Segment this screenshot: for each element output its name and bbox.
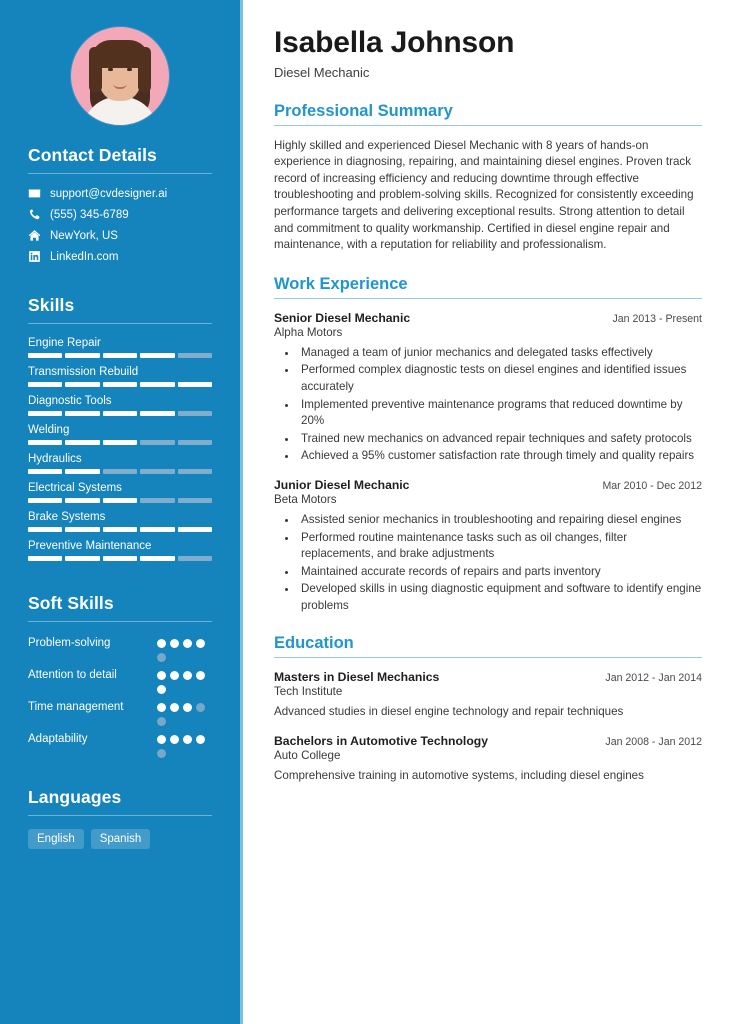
skill-level-segment [103, 527, 137, 532]
soft-skill-rating-dot [157, 671, 166, 680]
spacer [0, 569, 240, 593]
skill-label: Hydraulics [28, 453, 82, 465]
soft-skills-section [0, 593, 240, 758]
skill-item [28, 424, 212, 445]
soft-skill-rating [157, 731, 212, 758]
work-entry-bullet: • Trained new mechanics on advanced repair techniques and safety protocols [298, 431, 702, 448]
language-chip: Spanish [91, 829, 151, 849]
skill-level-segment [65, 527, 99, 532]
work-entry-bullet: • Managed a team of junior mechanics and delegated tasks effectively [298, 345, 702, 362]
soft-skills-heading: Soft Skills [28, 593, 114, 613]
skill-item [28, 395, 212, 416]
skill-label: Preventive Maintenance [28, 540, 152, 552]
skills-divider [28, 323, 212, 324]
soft-skill-rating-dot [183, 639, 192, 648]
contact-item[interactable] [28, 250, 212, 263]
skill-level-segment [178, 498, 212, 503]
skill-label: Transmission Rebuild [28, 366, 139, 378]
skill-level-segment [178, 382, 212, 387]
contact-details-divider [28, 173, 212, 174]
work-entry-date: Mar 2010 - Dec 2012 [602, 479, 702, 492]
skill-level-segment [65, 556, 99, 561]
skill-level-segment [65, 411, 99, 416]
soft-skill-rating-dot [157, 735, 166, 744]
languages-divider [28, 815, 212, 816]
work-entry-bullet: • Developed skills in using diagnostic equipment and software to identify engine problems [298, 581, 702, 614]
skill-level-segment [103, 556, 137, 561]
main-content [243, 0, 730, 1024]
skill-level-segment [140, 382, 174, 387]
skill-level-segment [28, 353, 62, 358]
work-entry-title: Senior Diesel Mechanic [274, 310, 411, 325]
skill-level-segment [28, 440, 62, 445]
skill-level-segment [178, 411, 212, 416]
skill-level-bar [28, 527, 212, 532]
skill-level-segment [103, 382, 137, 387]
skill-item [28, 366, 212, 387]
professional-summary-text: Highly skilled and experienced Diesel Mechanic with 8 years of hands-on experience in diagnosing, repairing, and maintaining diesel engines. Proven track record of increasing efficiency and reducing downtime through effective troubleshooting and problem-solving skills. Recognized for consistently exceeding performance targets and delivering exceptional results. Strong attention to detail and commitment to quality workmanship. Certified in diesel engine repair and maintenance, with a reputation for reliability and professionalism. [274, 138, 694, 252]
soft-skill-rating-dot [157, 703, 166, 712]
work-experience-entry [274, 478, 702, 615]
soft-skill-rating-dot [157, 749, 166, 758]
skill-level-segment [140, 411, 174, 416]
language-chip: English [28, 829, 84, 849]
soft-skill-item [28, 667, 212, 694]
photo-hair-right [138, 47, 151, 93]
education-entry-header [274, 734, 702, 748]
work-entry-bullets [290, 512, 702, 615]
contact-item-label: NewYork, US [50, 229, 118, 242]
soft-skill-rating [157, 699, 212, 726]
skill-level-segment [178, 556, 212, 561]
photo-eye-right [127, 68, 132, 71]
work-entry-bullet: • Performed routine maintenance tasks such as oil changes, filter replacements, and brake adjustments [298, 530, 702, 563]
languages-list [28, 829, 212, 849]
soft-skill-rating-dot [170, 639, 179, 648]
soft-skill-item [28, 731, 212, 758]
professional-summary-section [274, 102, 702, 254]
soft-skill-rating-dot [196, 639, 205, 648]
soft-skill-rating-dot [157, 717, 166, 726]
contact-item[interactable] [28, 187, 212, 200]
soft-skill-rating-dot [170, 735, 179, 744]
education-entry-description: Advanced studies in diesel engine technology and repair techniques [274, 705, 624, 719]
work-entry-organization: Alpha Motors [274, 325, 343, 339]
skill-item [28, 453, 212, 474]
skill-level-bar [28, 498, 212, 503]
contact-item-label: LinkedIn.com [50, 250, 119, 263]
soft-skill-rating-dot [183, 735, 192, 744]
photo-eye-left [108, 68, 113, 71]
education-entry [274, 670, 702, 721]
contact-item-label: support@cvdesigner.ai [50, 187, 168, 200]
education-entry-header [274, 670, 702, 684]
skill-level-bar [28, 556, 212, 561]
contact-item-label: (555) 345-6789 [50, 208, 129, 221]
job-title: Diesel Mechanic [274, 64, 370, 80]
work-experience-divider [274, 298, 702, 299]
skill-label: Brake Systems [28, 511, 106, 523]
photo-hair-left [89, 47, 102, 93]
contact-details-section [0, 145, 240, 263]
skill-level-segment [140, 353, 174, 358]
skill-level-bar [28, 382, 212, 387]
soft-skill-label: Problem-solving [28, 637, 111, 649]
skill-level-bar [28, 440, 212, 445]
skill-item [28, 511, 212, 532]
contact-item[interactable] [28, 229, 212, 242]
skill-level-segment [28, 527, 62, 532]
education-entry-organization: Auto College [274, 749, 341, 763]
page-title: Isabella Johnson [274, 26, 515, 59]
work-experience-list [274, 311, 702, 615]
soft-skill-label: Adaptability [28, 733, 88, 745]
work-entry-bullet: • Performed complex diagnostic tests on diesel engines and identified issues accurately [298, 362, 702, 395]
skills-list [28, 337, 212, 561]
professional-summary-heading: Professional Summary [274, 101, 453, 120]
skill-level-segment [28, 411, 62, 416]
sidebar [0, 0, 243, 1024]
soft-skill-rating-dot [157, 653, 166, 662]
skill-item [28, 482, 212, 503]
skill-level-segment [65, 440, 99, 445]
soft-skill-rating-dot [170, 671, 179, 680]
soft-skill-rating-dot [170, 703, 179, 712]
education-entry-date: Jan 2012 - Jan 2014 [605, 672, 702, 685]
skill-level-segment [65, 382, 99, 387]
work-entry-bullet: • Maintained accurate records of repairs and parts inventory [298, 564, 702, 581]
contact-details-heading: Contact Details [28, 145, 157, 165]
soft-skill-rating-dot [183, 703, 192, 712]
skill-item [28, 337, 212, 358]
skill-level-segment [178, 527, 212, 532]
skill-level-segment [140, 556, 174, 561]
skill-label: Engine Repair [28, 337, 101, 349]
skill-level-segment [103, 498, 137, 503]
soft-skill-rating-dot [196, 703, 205, 712]
languages-heading: Languages [28, 787, 122, 807]
skill-label: Welding [28, 424, 70, 436]
skill-level-segment [140, 469, 174, 474]
skill-level-segment [65, 498, 99, 503]
work-entry-organization: Beta Motors [274, 492, 337, 506]
linkedin-icon [28, 250, 41, 263]
education-entry-title: Masters in Diesel Mechanics [274, 670, 440, 685]
home-icon [28, 229, 41, 242]
soft-skills-divider [28, 621, 212, 622]
phone-icon [28, 208, 41, 221]
skill-level-segment [178, 469, 212, 474]
skill-level-segment [65, 353, 99, 358]
work-entry-date: Jan 2013 - Present [612, 312, 702, 325]
soft-skill-item [28, 635, 212, 662]
contact-item[interactable] [28, 208, 212, 221]
languages-section [0, 787, 240, 849]
skill-level-bar [28, 469, 212, 474]
education-entry-date: Jan 2008 - Jan 2012 [605, 736, 702, 749]
work-experience-entry [274, 311, 702, 465]
work-entry-title: Junior Diesel Mechanic [274, 477, 410, 492]
education-section [274, 634, 702, 784]
work-entry-bullets [290, 345, 702, 465]
skill-level-segment [140, 527, 174, 532]
skill-level-segment [178, 353, 212, 358]
soft-skill-rating [157, 667, 212, 694]
professional-summary-divider [274, 125, 702, 126]
soft-skill-rating-dot [157, 639, 166, 648]
skill-item [28, 540, 212, 561]
soft-skill-rating-dot [196, 671, 205, 680]
education-entry-title: Bachelors in Automotive Technology [274, 734, 488, 749]
work-entry-bullet: • Achieved a 95% customer satisfaction rate through timely and quality repairs [298, 448, 702, 465]
skill-level-segment [28, 498, 62, 503]
soft-skill-rating-dot [183, 671, 192, 680]
skill-level-segment [28, 556, 62, 561]
work-entry-bullet: • Assisted senior mechanics in troubleshooting and repairing diesel engines [298, 512, 702, 529]
envelope-icon [28, 187, 41, 200]
spacer [0, 763, 240, 787]
education-entry-organization: Tech Institute [274, 685, 343, 699]
soft-skill-rating-dot [157, 685, 166, 694]
soft-skill-item [28, 699, 212, 726]
soft-skill-rating-dot [196, 735, 205, 744]
education-divider [274, 657, 702, 658]
skill-label: Electrical Systems [28, 482, 122, 494]
spacer [0, 271, 240, 295]
skill-level-segment [178, 440, 212, 445]
skill-level-segment [28, 469, 62, 474]
skill-level-segment [28, 382, 62, 387]
education-entry [274, 734, 702, 785]
profile-photo-container [0, 0, 240, 145]
soft-skills-list [28, 635, 212, 758]
education-list [274, 670, 702, 784]
skill-level-bar [28, 353, 212, 358]
skill-level-bar [28, 411, 212, 416]
skill-level-segment [103, 440, 137, 445]
soft-skill-rating [157, 635, 212, 662]
soft-skill-label: Attention to detail [28, 669, 117, 681]
skill-level-segment [103, 353, 137, 358]
skill-level-segment [103, 469, 137, 474]
work-entry-header [274, 311, 702, 325]
skill-label: Diagnostic Tools [28, 395, 112, 407]
skills-section [0, 295, 240, 561]
profile-photo [71, 27, 169, 125]
skill-level-segment [140, 440, 174, 445]
education-heading: Education [274, 634, 354, 653]
skills-heading: Skills [28, 295, 75, 315]
work-entry-header [274, 478, 702, 492]
skill-level-segment [140, 498, 174, 503]
work-entry-bullet: • Implemented preventive maintenance programs that reduced downtime by 20% [298, 397, 702, 430]
education-entry-description: Comprehensive training in automotive systems, including diesel engines [274, 769, 644, 783]
soft-skill-label: Time management [28, 701, 124, 713]
work-experience-heading: Work Experience [274, 274, 408, 293]
contact-list [28, 187, 212, 263]
skill-level-segment [103, 411, 137, 416]
work-experience-section [274, 275, 702, 615]
skill-level-segment [65, 469, 99, 474]
